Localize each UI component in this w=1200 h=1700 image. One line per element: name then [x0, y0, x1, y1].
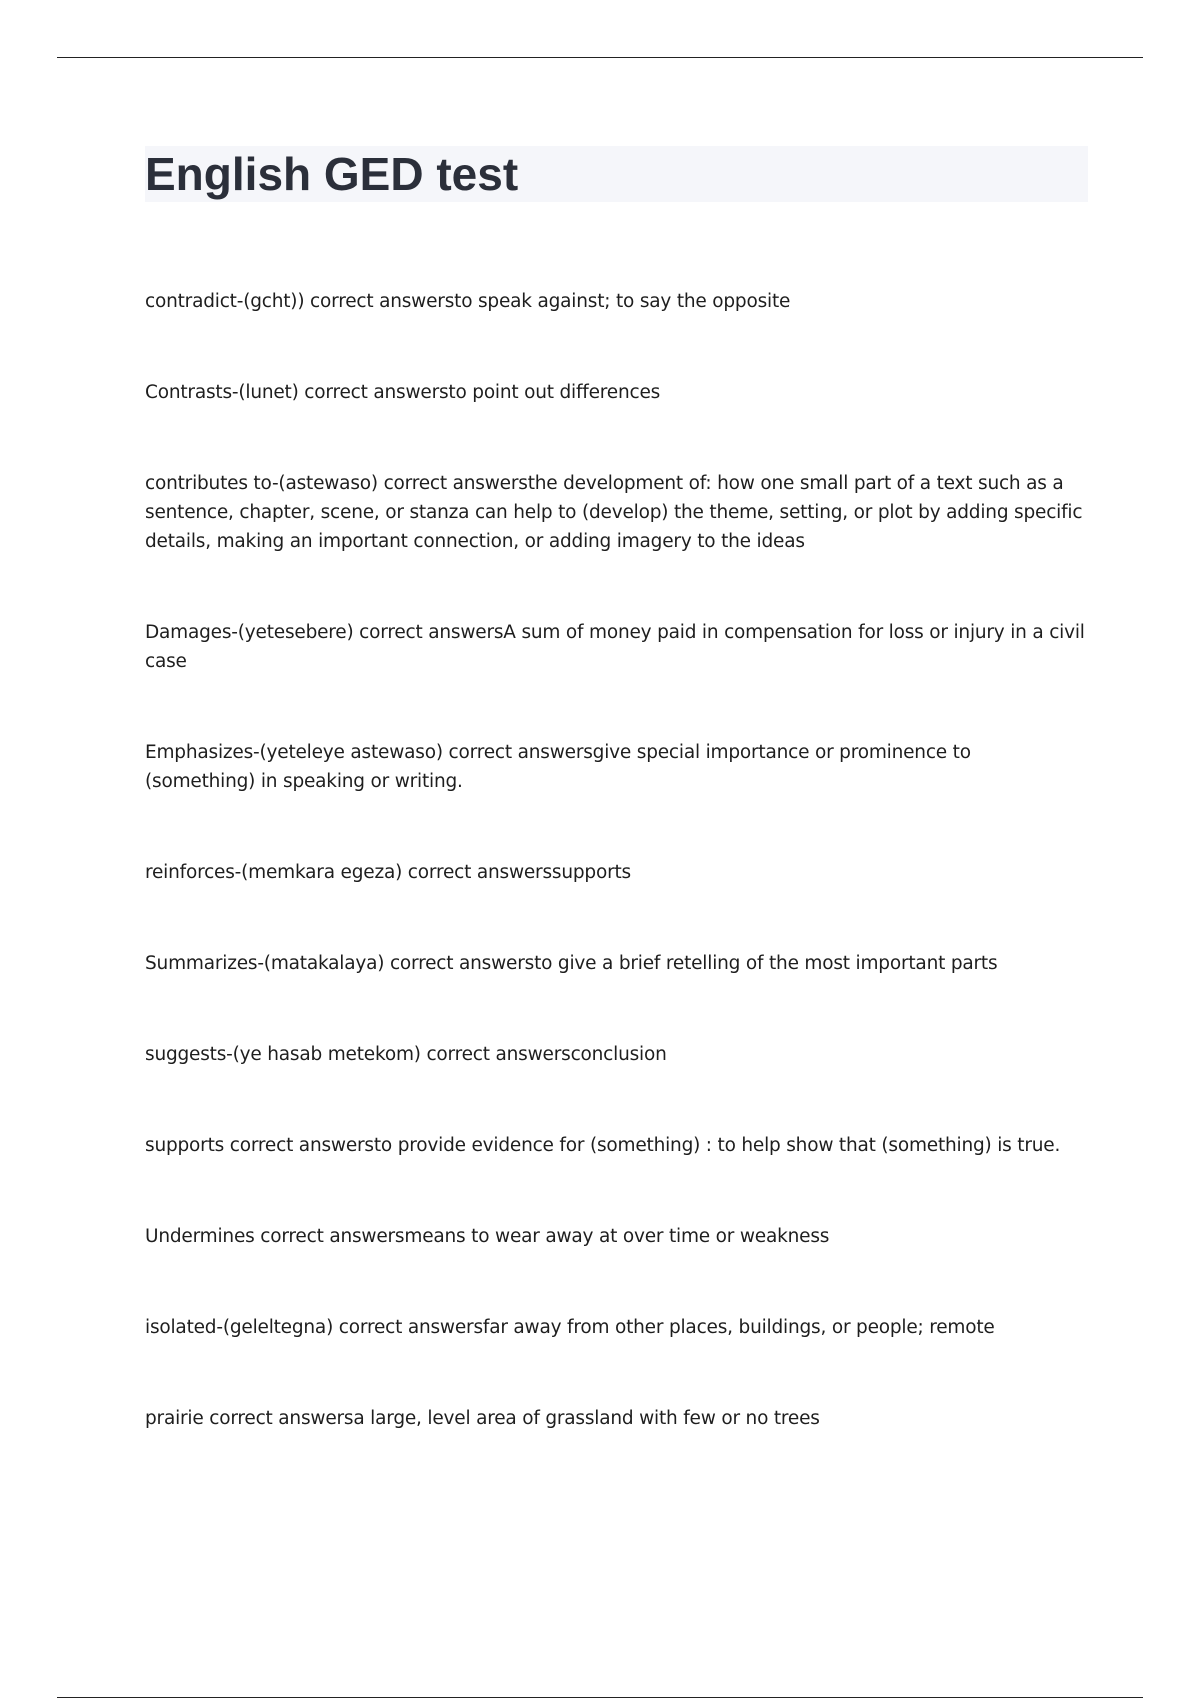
- flashcard-entry: Summarizes-(matakalaya) correct answersto give a brief retelling of the most important parts: [145, 953, 998, 974]
- flashcard-entry: contradict-(gcht)) correct answersto speak against; to say the opposite: [145, 291, 791, 312]
- flashcard-entry: Damages-(yetesebere) correct answersA sum of money paid in compensation for loss or injury in a civil case: [145, 622, 1085, 672]
- flashcard-entry: contributes to-(astewaso) correct answersthe development of: how one small part of a text such as a sentence, chapter, scene, or stanza can help to (develop) the theme, setting, or plot by adding specific details, making an important connection, or adding imagery to the ideas: [145, 473, 1083, 552]
- header-rule: [57, 57, 1143, 58]
- flashcard-entry: supports correct answersto provide evidence for (something) : to help show that (something) is true.: [145, 1135, 1061, 1156]
- flashcard-entry: Emphasizes-(yeteleye astewaso) correct answersgive special importance or prominence to (something) in speaking or writing.: [145, 742, 971, 792]
- flashcard-entry: reinforces-(memkara egeza) correct answerssupports: [145, 862, 631, 883]
- flashcard-entry: Undermines correct answersmeans to wear away at over time or weakness: [145, 1226, 830, 1247]
- flashcard-entry: isolated-(geleltegna) correct answersfar away from other places, buildings, or people; remote: [145, 1317, 995, 1338]
- flashcard-list: [145, 287, 1085, 1495]
- flashcard-entry: Contrasts-(lunet) correct answersto point out differences: [145, 382, 661, 403]
- footer-rule: [57, 1697, 1143, 1698]
- flashcard-entry: suggests-(ye hasab metekom) correct answersconclusion: [145, 1044, 667, 1065]
- flashcard-entry: prairie correct answersa large, level area of grassland with few or no trees: [145, 1408, 820, 1429]
- document-title: English GED test: [145, 148, 519, 200]
